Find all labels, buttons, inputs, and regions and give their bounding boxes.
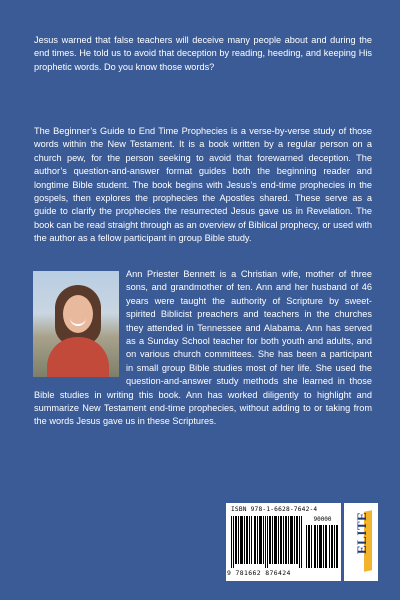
- barcode: [226, 503, 341, 581]
- logo-text: ELITE: [354, 511, 369, 554]
- author-bio: Ann Priester Bennett is a Christian wife, mother of three sons, and grandmother of ten. Ann and her husband of 46 years were taught the authority of Scripture by sweet-spirited Biblicist preachers and teachers in the churches they attended in Tennessee and Alabama. Ann has served as a Sunday School teacher for both youth and adults, and on various church committees. She has been a participant in small group Bible studies most of her life. She used the question-and-answer study methods she learned in those Bible studies in writing this book. Ann has worked diligently to highlight and summarize New Testament end-time prophecies, without adding to or taking from the words Jesus gave us in these Scriptures.: [34, 269, 372, 427]
- isbn-number: ISBN 978-1-6628-7642-4: [231, 506, 318, 513]
- publisher-logo: [344, 503, 378, 581]
- addon-barcode-bars: [306, 525, 339, 568]
- description-paragraph: The Beginner’s Guide to End Time Prophecies is a verse-by-verse study of those words within the New Testament. It is a book written by a regular person on a church pew, for the person seeking to avoid that forewarned deception. The author’s question-and-answer format guides both the beginning reader and longtime Bible student. The book begins with Jesus’s end-time prophecies in the gospels, then explores the prophecies the Apostles shared. These serve as a guide to clarify the prophecies the resurrected Jesus gave us in Revelation. The book can be read straight through as an overview of Biblical prophecy, or used with the author as a fellow participant in group Bible study.: [34, 126, 372, 244]
- intro-paragraph: Jesus warned that false teachers will deceive many people about and during the end times. He told us to avoid that deception by reading, heeding, and keeping His prophetic words. Do you know those words?: [34, 35, 372, 72]
- addon-number: 90000: [313, 516, 332, 523]
- ean-number: 9 781662 876424: [227, 569, 291, 577]
- ean-barcode-bars: [231, 516, 303, 568]
